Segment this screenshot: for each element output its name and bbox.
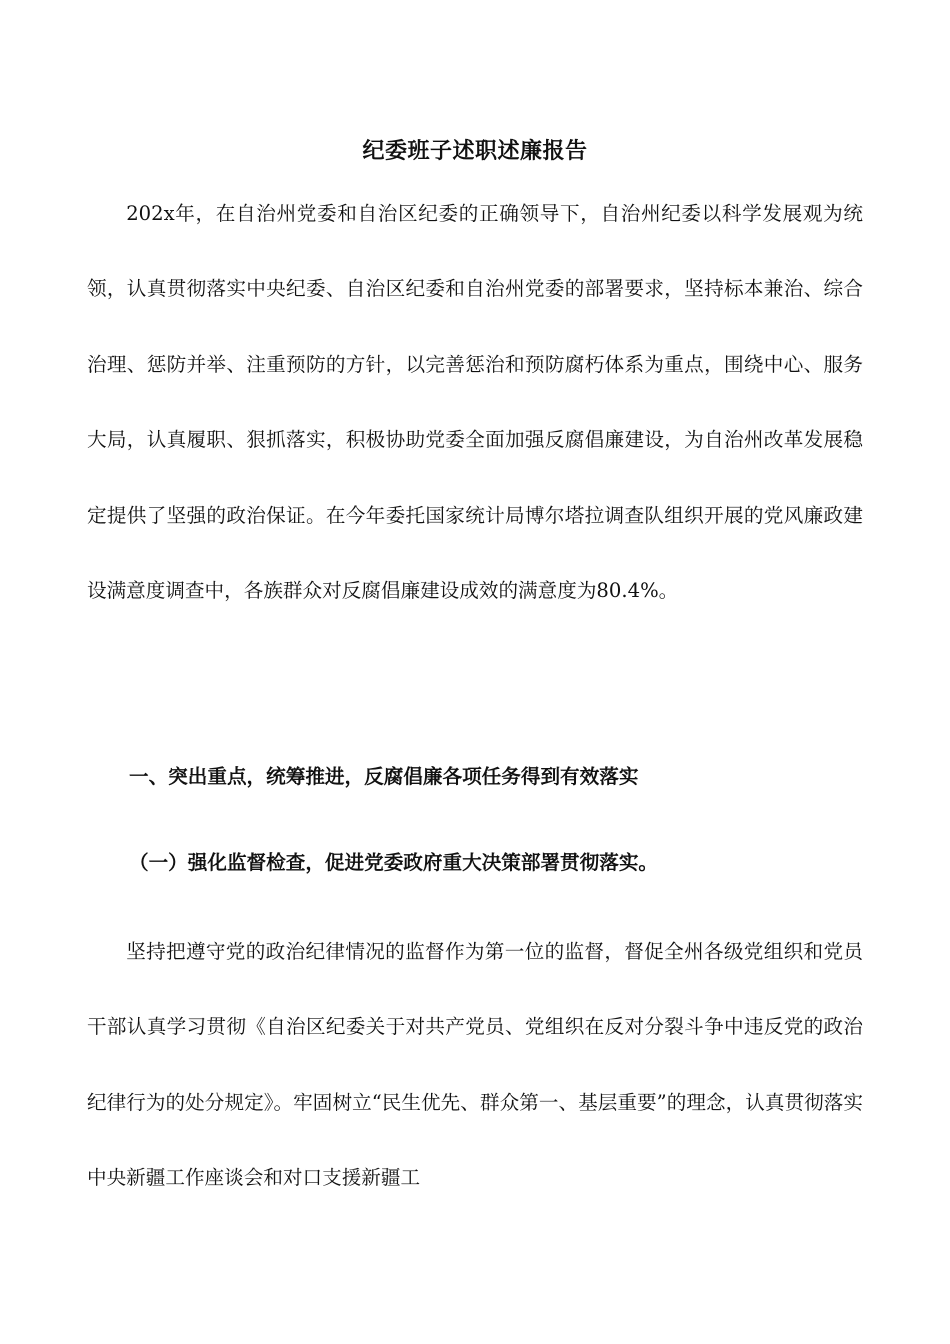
body-paragraph-supervision: 坚持把遵守党的政治纪律情况的监督作为第一位的监督，督促全州各级党组织和党员干部认真学习贯彻《自治区纪委关于对共产党员、党组织在反对分裂斗争中违反党的政治纪律行为的处分规定》。牢固树立“民生优先、群众第一、基层重要”的理念，认真贯彻落实中央新疆工作座谈会和对口支援新疆工 [87, 940, 863, 1190]
section-heading: 一、突出重点，统筹推进，反腐倡廉各项任务得到有效落实 [129, 765, 639, 788]
document-title: 纪委班子述职述廉报告 [362, 139, 588, 164]
body-paragraph-intro: 202x年，在自治州党委和自治区纪委的正确领导下，自治州纪委以科学发展观为统领，认真贯彻落实中央纪委、自治区纪委和自治州党委的部署要求，坚持标本兼治、综合治理、惩防并举、注重预防的方针，以完善惩治和预防腐朽体系为重点，围绕中心、服务大局，认真履职、狠抓落实，积极协助党委全面加强反腐倡廉建设，为自治州改革发展稳定提供了坚强的政治保证。在今年委托国家统计局博尔塔拉调查队组织开展的党风廉政建设满意度调查中，各族群众对反腐倡廉建设成效的满意度为80.4%。 [87, 202, 863, 603]
subsection-heading: （一）强化监督检查，促进党委政府重大决策部署贯彻落实。 [129, 851, 659, 874]
